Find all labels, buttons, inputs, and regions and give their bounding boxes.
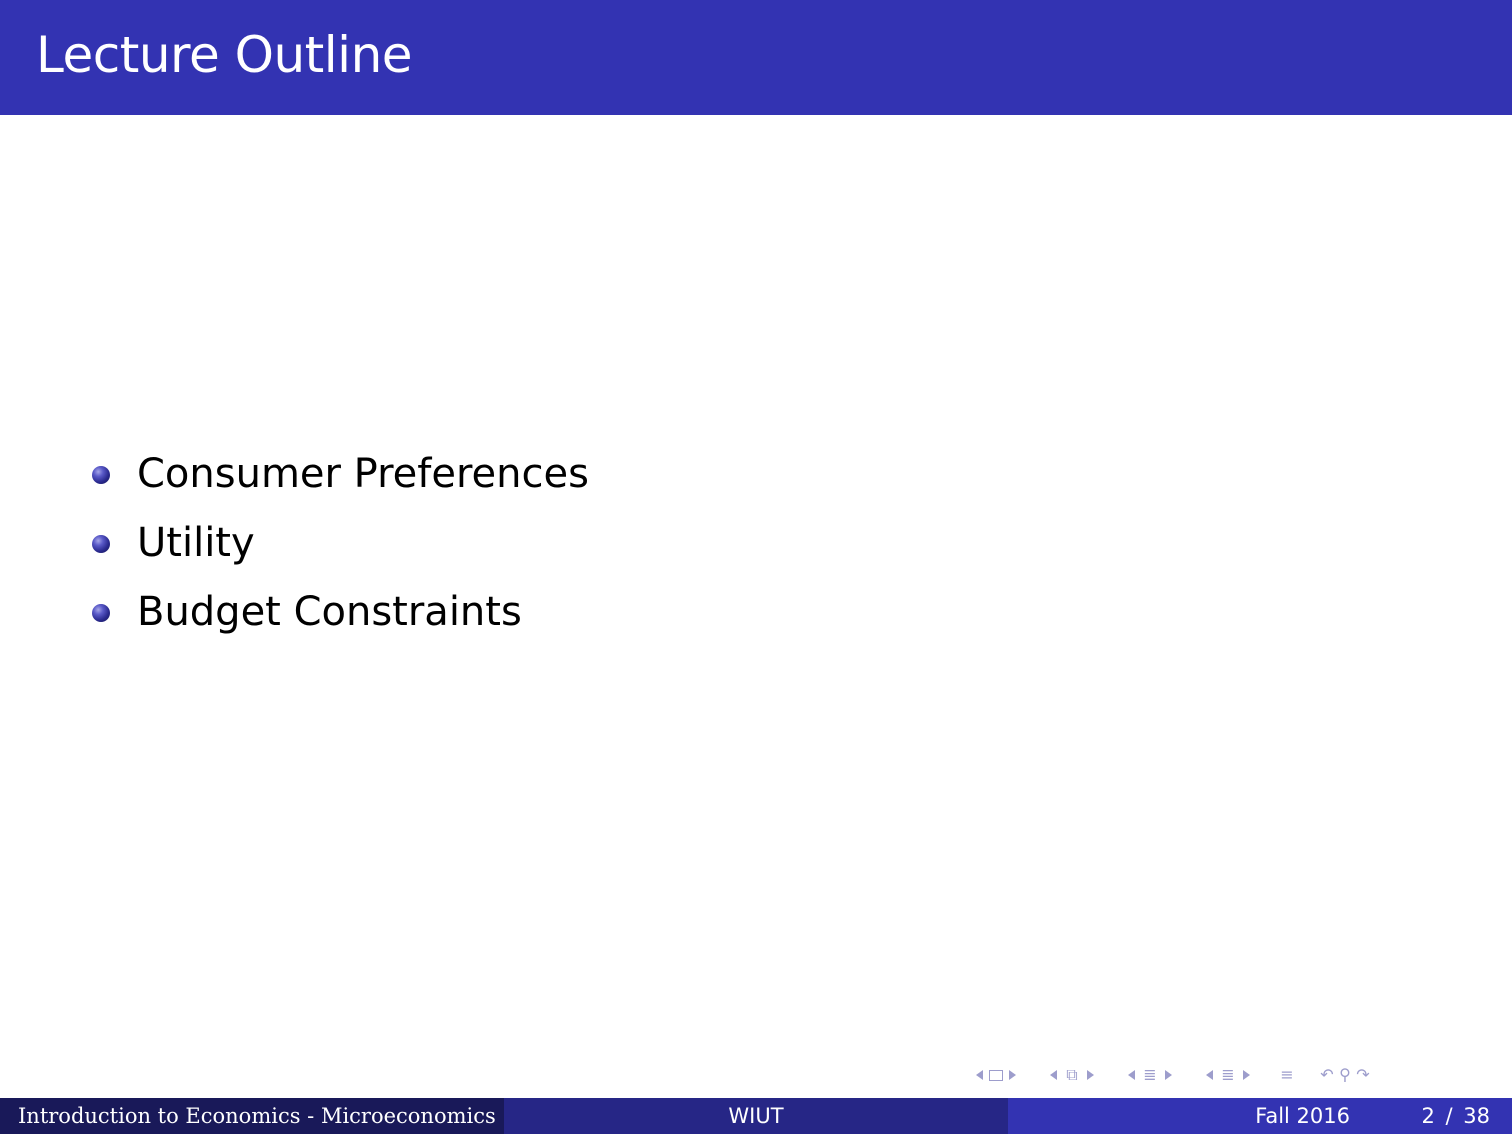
footer-course-title: Introduction to Economics - Microeconomics	[0, 1098, 504, 1134]
page-number: 2 / 38	[1421, 1104, 1490, 1128]
list-item	[92, 587, 589, 656]
slide-title: Lecture Outline	[36, 26, 413, 84]
next-arrow-icon[interactable]	[1243, 1070, 1250, 1080]
footer-date: Fall 2016	[1255, 1104, 1350, 1128]
section-nav[interactable]	[1122, 1065, 1178, 1085]
next-arrow-icon[interactable]	[1165, 1070, 1172, 1080]
navigation-bar	[970, 1063, 1372, 1087]
previous-arrow-icon[interactable]	[1206, 1070, 1213, 1080]
footer-right	[1008, 1098, 1512, 1134]
redo-icon[interactable]: ↷	[1356, 1065, 1370, 1084]
next-arrow-icon[interactable]	[1009, 1070, 1016, 1080]
search-nav[interactable]	[1318, 1065, 1372, 1085]
subsection-nav-icon[interactable]: ⧉	[1066, 1065, 1078, 1084]
document-nav-icon[interactable]: ≣	[1221, 1065, 1235, 1084]
subsection-nav[interactable]	[1044, 1065, 1100, 1085]
list-item	[92, 449, 589, 518]
outline-list	[92, 449, 589, 656]
previous-arrow-icon[interactable]	[1050, 1070, 1057, 1080]
bullet-icon	[92, 535, 110, 553]
list-item-text: Budget Constraints	[137, 589, 522, 635]
align-nav[interactable]	[1278, 1065, 1296, 1085]
bullet-icon	[92, 604, 110, 622]
search-icon[interactable]: ⚲	[1339, 1065, 1351, 1084]
align-icon[interactable]: ≡	[1280, 1065, 1294, 1084]
next-arrow-icon[interactable]	[1087, 1070, 1094, 1080]
list-item-text: Consumer Preferences	[137, 451, 589, 497]
undo-icon[interactable]: ↶	[1320, 1065, 1334, 1084]
title-bar	[0, 0, 1512, 115]
bullet-icon	[92, 466, 110, 484]
document-nav[interactable]	[1200, 1065, 1256, 1085]
footer	[0, 1098, 1512, 1134]
section-nav-icon[interactable]: ≣	[1143, 1065, 1157, 1084]
list-item-text: Utility	[137, 520, 255, 566]
frame-nav-icon[interactable]	[989, 1070, 1003, 1081]
frame-nav[interactable]	[970, 1070, 1022, 1081]
footer-institution: WIUT	[504, 1098, 1008, 1134]
list-item	[92, 518, 589, 587]
previous-arrow-icon[interactable]	[1128, 1070, 1135, 1080]
previous-arrow-icon[interactable]	[976, 1070, 983, 1080]
